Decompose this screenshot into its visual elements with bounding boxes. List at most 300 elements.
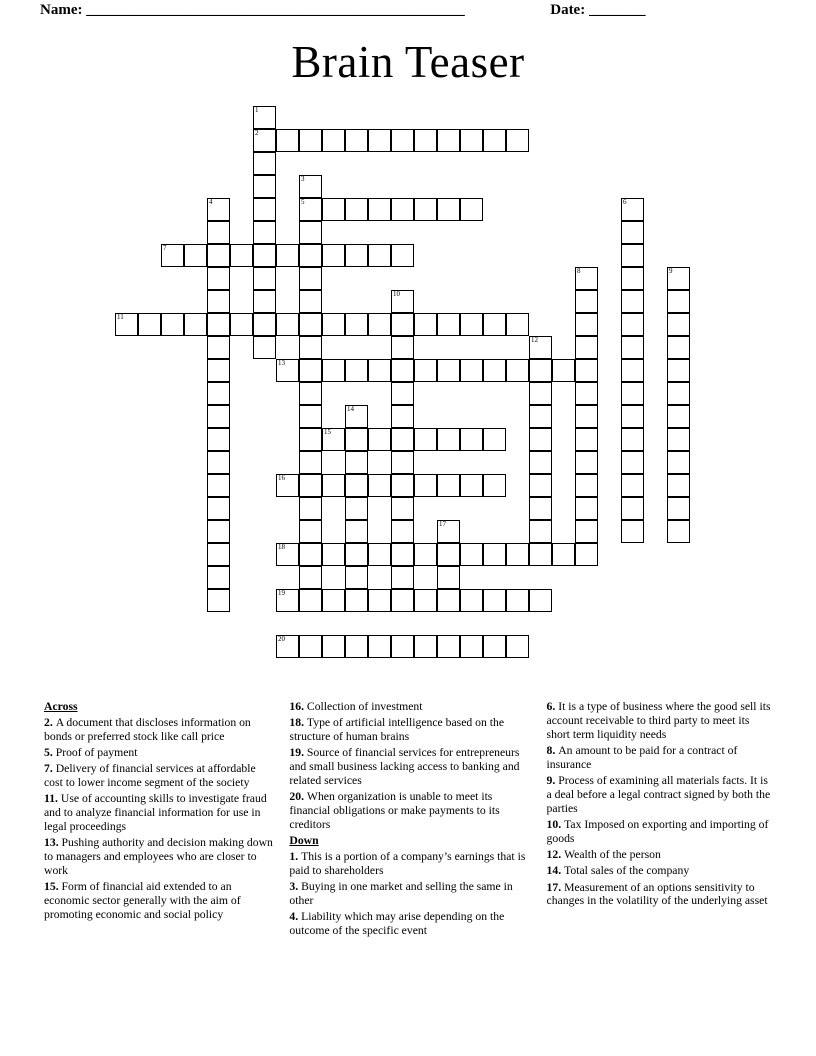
grid-cell[interactable] <box>621 474 644 497</box>
down-heading: Down <box>289 834 319 848</box>
grid-cell[interactable] <box>299 635 322 658</box>
grid-cell[interactable] <box>575 290 598 313</box>
grid-cell[interactable] <box>184 313 207 336</box>
grid-cell[interactable] <box>460 359 483 382</box>
grid-cell[interactable] <box>483 635 506 658</box>
clue-item <box>289 790 532 831</box>
grid-cell[interactable] <box>345 474 368 497</box>
grid-cell[interactable] <box>230 244 253 267</box>
clue-text: Total sales of the company <box>564 864 690 878</box>
grid-cell[interactable] <box>414 635 437 658</box>
grid-cell[interactable] <box>322 313 345 336</box>
grid-cell[interactable] <box>368 543 391 566</box>
grid-cell[interactable] <box>621 520 644 543</box>
grid-cell[interactable] <box>552 543 575 566</box>
grid-cell[interactable] <box>253 336 276 359</box>
grid-cell[interactable] <box>345 520 368 543</box>
grid-cell[interactable] <box>437 428 460 451</box>
clues-column-1 <box>44 700 275 940</box>
clue-item <box>547 744 774 772</box>
grid-cell[interactable] <box>368 589 391 612</box>
grid-cell[interactable] <box>368 244 391 267</box>
grid-cell[interactable] <box>667 313 690 336</box>
clue-text: Collection of investment <box>306 700 423 713</box>
grid-cell[interactable] <box>299 566 322 589</box>
grid-cell[interactable] <box>460 428 483 451</box>
grid-cell[interactable] <box>391 244 414 267</box>
grid-cell[interactable] <box>207 589 230 612</box>
clue-number: 7. <box>44 762 56 776</box>
grid-cell[interactable] <box>138 313 161 336</box>
grid-cell[interactable] <box>207 267 230 290</box>
clues-across-part2 <box>289 700 532 832</box>
grid-cell[interactable] <box>299 405 322 428</box>
grid-cell[interactable] <box>368 359 391 382</box>
grid-cell[interactable] <box>368 313 391 336</box>
clue-number: 20. <box>289 790 307 804</box>
grid-cell[interactable] <box>299 336 322 359</box>
grid-cell[interactable] <box>322 474 345 497</box>
grid-cell[interactable] <box>437 566 460 589</box>
clues-down-part2 <box>547 700 774 908</box>
grid-cell-number: 6 <box>623 198 627 206</box>
clue-item <box>289 700 532 714</box>
grid-cell[interactable] <box>506 129 529 152</box>
grid-cell[interactable] <box>391 428 414 451</box>
clue-number: 15. <box>44 880 62 894</box>
grid-cell[interactable] <box>207 221 230 244</box>
date-write-line[interactable]: ________ <box>588 2 645 18</box>
grid-cell[interactable] <box>391 198 414 221</box>
grid-cell-number: 8 <box>577 267 581 275</box>
grid-cell[interactable] <box>115 313 138 336</box>
grid-cell[interactable] <box>345 313 368 336</box>
grid-cell-number: 13 <box>278 359 285 367</box>
grid-cell[interactable] <box>207 405 230 428</box>
grid-cell-number: 19 <box>278 589 285 597</box>
grid-cell[interactable] <box>575 313 598 336</box>
grid-cell[interactable] <box>667 290 690 313</box>
grid-cell[interactable] <box>391 566 414 589</box>
clue-text: Buying in one market and selling the same in other <box>289 880 513 907</box>
grid-cell[interactable] <box>437 520 460 543</box>
grid-cell[interactable] <box>391 382 414 405</box>
grid-cell[interactable] <box>322 244 345 267</box>
grid-cell[interactable] <box>207 543 230 566</box>
grid-cell[interactable] <box>483 359 506 382</box>
grid-cell[interactable] <box>253 244 276 267</box>
grid-cell[interactable] <box>299 520 322 543</box>
grid-cell[interactable] <box>575 451 598 474</box>
clue-text: Proof of payment <box>55 745 138 759</box>
grid-cell[interactable] <box>667 405 690 428</box>
grid-cell[interactable] <box>667 359 690 382</box>
grid-cell[interactable] <box>207 313 230 336</box>
grid-cell[interactable] <box>575 543 598 566</box>
grid-cell[interactable] <box>207 474 230 497</box>
grid-cell[interactable] <box>506 635 529 658</box>
grid-cell[interactable] <box>253 129 276 152</box>
grid-cell[interactable] <box>460 589 483 612</box>
grid-cell[interactable] <box>184 244 207 267</box>
name-date-header <box>40 2 776 24</box>
clue-item <box>547 848 774 862</box>
grid-cell[interactable] <box>253 106 276 129</box>
grid-cell[interactable] <box>276 244 299 267</box>
grid-cell[interactable] <box>299 589 322 612</box>
clue-item <box>289 746 532 787</box>
grid-cell[interactable] <box>437 198 460 221</box>
grid-cell[interactable] <box>253 152 276 175</box>
grid-cell[interactable] <box>506 359 529 382</box>
grid-cell[interactable] <box>345 198 368 221</box>
grid-cell-number: 10 <box>393 290 400 298</box>
grid-cell[interactable] <box>299 267 322 290</box>
grid-cell-number: 7 <box>163 244 167 252</box>
grid-cell[interactable] <box>414 129 437 152</box>
grid-cell[interactable] <box>575 474 598 497</box>
grid-cell[interactable] <box>299 543 322 566</box>
grid-cell[interactable] <box>483 428 506 451</box>
grid-cell[interactable] <box>299 451 322 474</box>
grid-cell[interactable] <box>368 198 391 221</box>
grid-cell[interactable] <box>299 290 322 313</box>
grid-cell[interactable] <box>391 359 414 382</box>
grid-cell[interactable] <box>391 635 414 658</box>
clue-item <box>547 700 774 741</box>
grid-cell[interactable] <box>345 359 368 382</box>
grid-cell[interactable] <box>529 382 552 405</box>
grid-cell-number: 14 <box>347 405 354 413</box>
grid-cell[interactable] <box>621 221 644 244</box>
grid-cell[interactable] <box>529 359 552 382</box>
grid-cell[interactable] <box>322 129 345 152</box>
grid-cell[interactable] <box>253 175 276 198</box>
grid-cell-number: 12 <box>531 336 538 344</box>
grid-cell[interactable] <box>621 198 644 221</box>
grid-cell[interactable] <box>161 244 184 267</box>
crossword-grid[interactable] <box>0 106 816 696</box>
grid-cell[interactable] <box>253 221 276 244</box>
grid-cell[interactable] <box>621 336 644 359</box>
grid-cell[interactable] <box>437 313 460 336</box>
grid-cell[interactable] <box>575 267 598 290</box>
grid-cell[interactable] <box>391 520 414 543</box>
grid-cell[interactable] <box>391 451 414 474</box>
grid-cell[interactable] <box>299 244 322 267</box>
clues-across-part1 <box>44 716 275 922</box>
grid-cell-number: 3 <box>301 175 305 183</box>
grid-cell[interactable] <box>414 474 437 497</box>
grid-cell[interactable] <box>621 428 644 451</box>
grid-cell[interactable] <box>621 359 644 382</box>
grid-cell[interactable] <box>621 451 644 474</box>
grid-cell[interactable] <box>299 313 322 336</box>
clue-number: 9. <box>546 773 559 787</box>
grid-cell[interactable] <box>575 405 598 428</box>
grid-cell[interactable] <box>207 382 230 405</box>
clue-text: Delivery of financial services at affordable cost to lower income segment of the society <box>44 762 256 789</box>
clue-text: Pushing authority and decision making down to managers and employees who are closer to work <box>44 836 273 877</box>
grid-cell[interactable] <box>368 635 391 658</box>
grid-cell[interactable] <box>345 428 368 451</box>
grid-cell[interactable] <box>207 244 230 267</box>
clue-number: 2. <box>44 715 56 729</box>
clue-text: Process of examining all materials facts. It is a deal before a legal contract signed by both the parties <box>546 773 771 815</box>
grid-cell[interactable] <box>667 267 690 290</box>
grid-cell[interactable] <box>253 267 276 290</box>
clue-text: Wealth of the person <box>564 847 661 861</box>
grid-cell[interactable] <box>414 313 437 336</box>
grid-cell[interactable] <box>529 451 552 474</box>
grid-cell[interactable] <box>621 267 644 290</box>
grid-cell[interactable] <box>299 198 322 221</box>
grid-cell-number: 1 <box>255 106 259 114</box>
grid-cell[interactable] <box>667 428 690 451</box>
clue-number: 18. <box>289 716 307 730</box>
grid-cell[interactable] <box>667 451 690 474</box>
grid-cell[interactable] <box>437 129 460 152</box>
grid-cell[interactable] <box>529 336 552 359</box>
grid-cell[interactable] <box>483 313 506 336</box>
clue-number: 6. <box>546 700 559 713</box>
grid-cell[interactable] <box>299 359 322 382</box>
grid-cell[interactable] <box>299 175 322 198</box>
grid-cell[interactable] <box>345 543 368 566</box>
grid-cell[interactable] <box>667 474 690 497</box>
clue-item <box>44 792 275 833</box>
grid-cell[interactable] <box>460 635 483 658</box>
grid-cell[interactable] <box>299 129 322 152</box>
clue-item <box>44 762 275 790</box>
clues-column-3 <box>547 700 774 940</box>
grid-cell[interactable] <box>621 290 644 313</box>
grid-cell[interactable] <box>414 589 437 612</box>
grid-cell[interactable] <box>667 520 690 543</box>
grid-cell[interactable] <box>391 405 414 428</box>
grid-cell[interactable] <box>529 589 552 612</box>
grid-cell[interactable] <box>667 336 690 359</box>
clue-text: Use of accounting skills to investigate fraud and to analyze financial information for use in legal proceedings <box>44 792 267 833</box>
grid-cell[interactable] <box>575 428 598 451</box>
grid-cell[interactable] <box>621 497 644 520</box>
clue-text: Type of artificial intelligence based on the structure of human brains <box>289 716 505 744</box>
grid-cell[interactable] <box>299 497 322 520</box>
grid-cell[interactable] <box>460 129 483 152</box>
clue-text: Measurement of an options sensitivity to changes in the volatility of the underlying asset <box>546 880 768 908</box>
grid-cell[interactable] <box>230 313 253 336</box>
grid-cell[interactable] <box>575 382 598 405</box>
clue-text: Source of financial services for entrepreneurs and small business lacking access to banking and related services <box>289 746 520 787</box>
name-write-line[interactable]: ______________________________________________________ <box>86 2 465 18</box>
grid-cell[interactable] <box>253 313 276 336</box>
grid-cell[interactable] <box>529 405 552 428</box>
clue-item <box>44 836 275 877</box>
grid-cell[interactable] <box>322 359 345 382</box>
grid-cell[interactable] <box>529 428 552 451</box>
clue-number: 14. <box>546 864 565 878</box>
clue-item <box>547 881 774 909</box>
grid-cell[interactable] <box>368 129 391 152</box>
grid-cell[interactable] <box>276 474 299 497</box>
grid-cell[interactable] <box>460 543 483 566</box>
grid-cell[interactable] <box>207 520 230 543</box>
grid-cell[interactable] <box>299 382 322 405</box>
grid-cell[interactable] <box>460 198 483 221</box>
grid-cell[interactable] <box>345 129 368 152</box>
grid-cell[interactable] <box>621 244 644 267</box>
grid-cell[interactable] <box>207 290 230 313</box>
grid-cell-number: 2 <box>255 129 259 137</box>
grid-cell[interactable] <box>575 336 598 359</box>
clue-number: 5. <box>44 745 56 759</box>
clue-item <box>547 774 774 815</box>
grid-cell[interactable] <box>391 589 414 612</box>
grid-cell[interactable] <box>368 474 391 497</box>
clue-number: 16. <box>289 700 307 713</box>
grid-cell[interactable] <box>552 359 575 382</box>
grid-cell[interactable] <box>276 635 299 658</box>
grid-cell[interactable] <box>345 589 368 612</box>
clue-text: Form of financial aid extended to an economic sector generally with the aim of promoting economic and social policy <box>44 880 241 921</box>
grid-cell[interactable] <box>414 543 437 566</box>
grid-cell[interactable] <box>391 474 414 497</box>
clue-number: 12. <box>546 847 565 861</box>
name-label: Name: <box>40 2 87 18</box>
grid-cell[interactable] <box>299 428 322 451</box>
grid-cell[interactable] <box>414 359 437 382</box>
grid-cell[interactable] <box>506 313 529 336</box>
clue-number: 13. <box>44 836 62 850</box>
clues-down-part1 <box>289 850 532 938</box>
grid-cell[interactable] <box>299 474 322 497</box>
grid-cell[interactable] <box>437 589 460 612</box>
clue-text: It is a type of business where the good sell its account receivable to third party to meet its short term liquidity needs <box>546 700 771 741</box>
grid-cell[interactable] <box>207 198 230 221</box>
grid-cell[interactable] <box>483 474 506 497</box>
grid-cell[interactable] <box>207 336 230 359</box>
clue-number: 1. <box>289 849 302 863</box>
grid-cell[interactable] <box>437 474 460 497</box>
grid-cell[interactable] <box>253 198 276 221</box>
clue-number: 4. <box>289 910 302 924</box>
clue-number: 17. <box>546 880 565 894</box>
grid-cell-number: 16 <box>278 474 285 482</box>
grid-cell[interactable] <box>207 359 230 382</box>
grid-cell[interactable] <box>391 129 414 152</box>
clue-number: 3. <box>289 880 302 894</box>
clue-number: 11. <box>44 792 61 806</box>
grid-cell[interactable] <box>483 589 506 612</box>
grid-cell[interactable] <box>322 198 345 221</box>
grid-cell[interactable] <box>299 221 322 244</box>
grid-cell[interactable] <box>345 451 368 474</box>
grid-cell[interactable] <box>276 543 299 566</box>
grid-cell[interactable] <box>529 474 552 497</box>
grid-cell[interactable] <box>391 290 414 313</box>
grid-cell[interactable] <box>575 497 598 520</box>
grid-cell[interactable] <box>322 635 345 658</box>
grid-cell-number: 20 <box>278 635 285 643</box>
grid-cell[interactable] <box>667 382 690 405</box>
grid-cell-number: 15 <box>324 428 331 436</box>
grid-cell[interactable] <box>391 543 414 566</box>
grid-cell[interactable] <box>460 313 483 336</box>
clue-text: This is a portion of a company’s earnings that is paid to shareholders <box>289 849 526 877</box>
grid-cell[interactable] <box>391 497 414 520</box>
clue-item <box>289 910 532 938</box>
grid-cell[interactable] <box>391 336 414 359</box>
grid-cell[interactable] <box>322 543 345 566</box>
grid-cell[interactable] <box>437 359 460 382</box>
grid-cell[interactable] <box>483 129 506 152</box>
grid-cell[interactable] <box>207 566 230 589</box>
grid-cell[interactable] <box>161 313 184 336</box>
clue-text: When organization is unable to meet its financial obligations or make payments to its creditors <box>289 790 500 831</box>
grid-cell[interactable] <box>621 382 644 405</box>
grid-cell[interactable] <box>345 566 368 589</box>
grid-cell[interactable] <box>345 405 368 428</box>
grid-cell[interactable] <box>414 198 437 221</box>
grid-cell[interactable] <box>345 497 368 520</box>
date-label: Date: <box>550 2 589 18</box>
grid-cell[interactable] <box>368 428 391 451</box>
grid-cell[interactable] <box>621 405 644 428</box>
clue-item <box>289 880 532 908</box>
grid-cell[interactable] <box>322 428 345 451</box>
grid-cell[interactable] <box>621 313 644 336</box>
clue-text: Liability which may arise depending on the outcome of the specific event <box>289 910 505 937</box>
grid-cell[interactable] <box>437 635 460 658</box>
grid-cell-number: 9 <box>669 267 673 275</box>
grid-cell[interactable] <box>322 589 345 612</box>
grid-cell-number: 5 <box>301 198 305 206</box>
grid-cell[interactable] <box>207 451 230 474</box>
grid-cell-number: 18 <box>278 543 285 551</box>
grid-cell[interactable] <box>483 543 506 566</box>
grid-cell[interactable] <box>207 428 230 451</box>
grid-cell[interactable] <box>506 543 529 566</box>
grid-cell[interactable] <box>529 543 552 566</box>
grid-cell[interactable] <box>345 635 368 658</box>
grid-cell[interactable] <box>437 543 460 566</box>
grid-cell[interactable] <box>506 589 529 612</box>
grid-cell[interactable] <box>276 359 299 382</box>
grid-cell[interactable] <box>276 313 299 336</box>
clue-item <box>44 746 275 760</box>
grid-cell[interactable] <box>529 497 552 520</box>
grid-cell[interactable] <box>575 520 598 543</box>
clue-text: Tax Imposed on exporting and importing of goods <box>546 817 769 845</box>
clues-section <box>44 700 774 940</box>
grid-cell[interactable] <box>345 244 368 267</box>
clue-number: 10. <box>546 817 565 831</box>
grid-cell[interactable] <box>207 497 230 520</box>
grid-cell-number: 17 <box>439 520 446 528</box>
grid-cell[interactable] <box>253 290 276 313</box>
grid-cell-number: 11 <box>117 313 124 321</box>
grid-cell[interactable] <box>276 589 299 612</box>
grid-cell[interactable] <box>391 313 414 336</box>
grid-cell[interactable] <box>529 520 552 543</box>
grid-cell[interactable] <box>575 359 598 382</box>
clue-item <box>289 716 532 744</box>
grid-cell[interactable] <box>460 474 483 497</box>
grid-cell[interactable] <box>276 129 299 152</box>
grid-cell[interactable] <box>667 497 690 520</box>
clue-item <box>44 880 275 921</box>
grid-cell[interactable] <box>414 428 437 451</box>
